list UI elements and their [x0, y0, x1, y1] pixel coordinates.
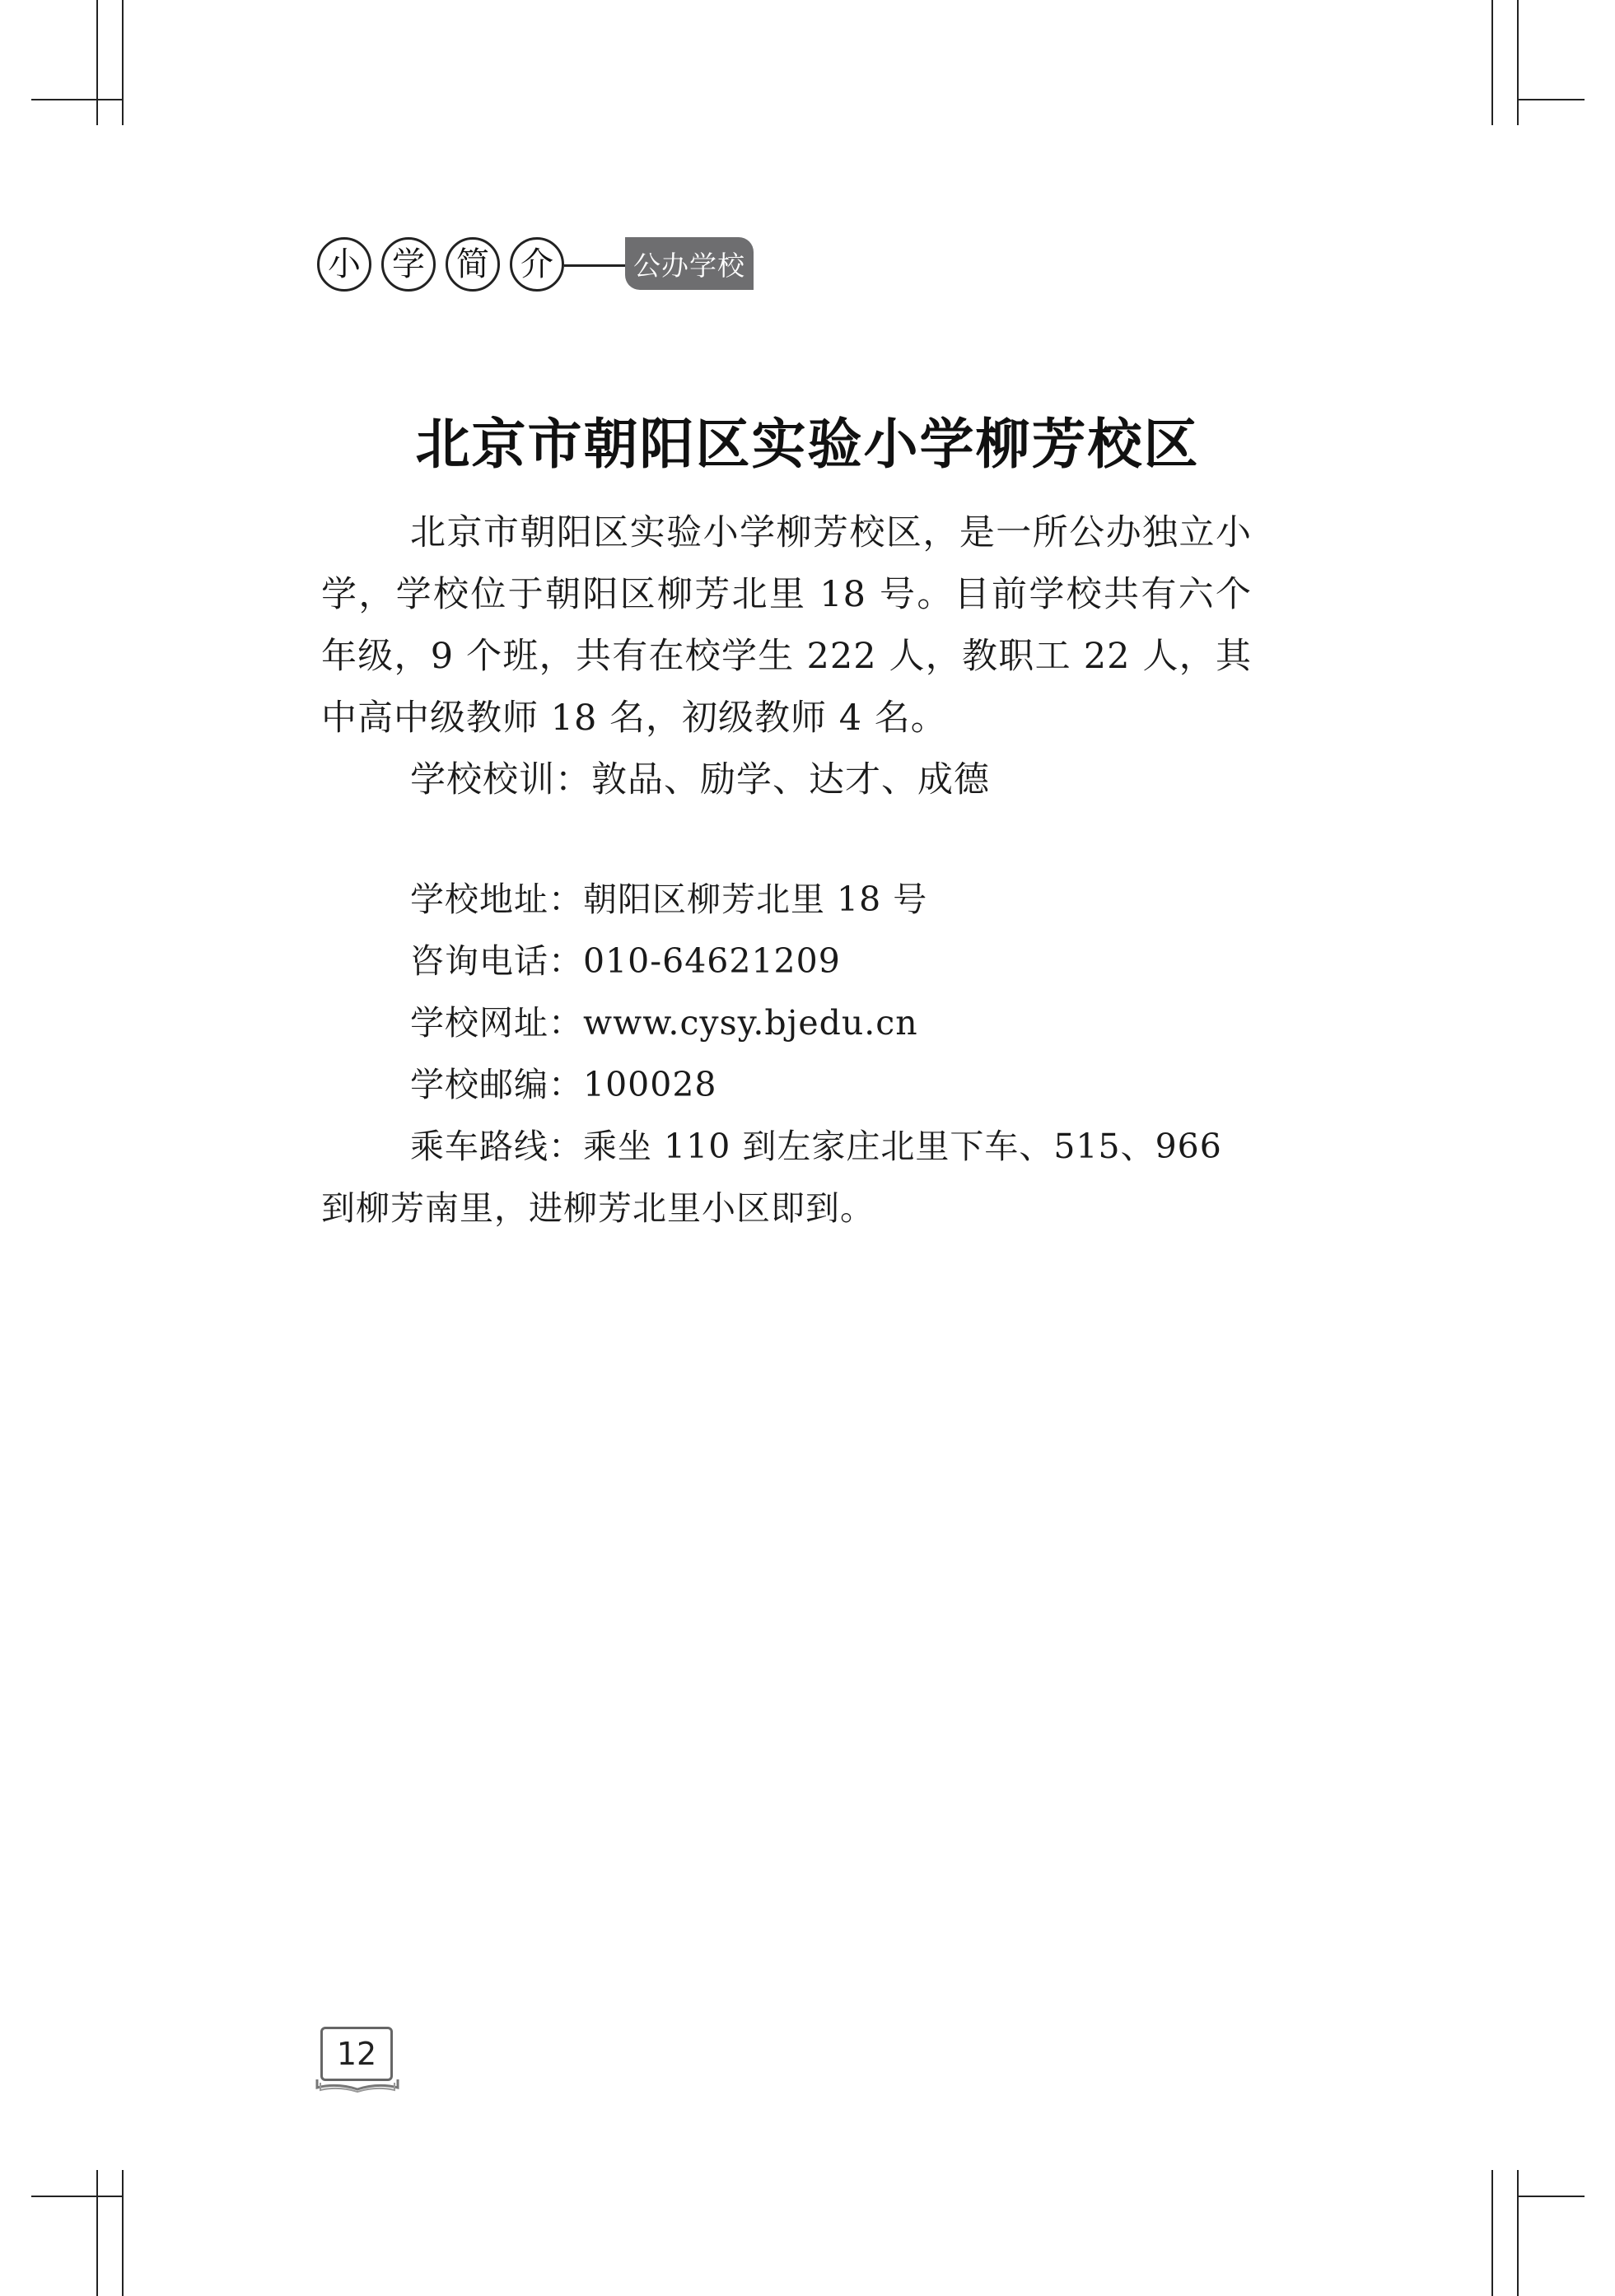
school-website: 学校网址：www.cysy.bjedu.cn [410, 1003, 918, 1043]
page-number [315, 2022, 399, 2096]
article-body [321, 502, 1252, 1239]
bus-route: 乘车路线：乘坐 110 到左家庄北里下车、515、966 到柳芳南里，进柳芳北里小区即到。 [321, 1127, 1222, 1228]
header-connector-line [564, 264, 625, 267]
intro-paragraph: 北京市朝阳区实验小学柳芳校区，是一所公办独立小学，学校位于朝阳区柳芳北里 18 号。目前学校共有六个年级，9 个班，共有在校学生 222 人，教职工 22 人，其中高中级教师 18 名，初级教师 4 名。 [321, 512, 1252, 739]
postal-code: 学校邮编：100028 [410, 1065, 717, 1104]
header-char-circle: 学 [381, 237, 436, 292]
page-title: 北京市朝阳区实验小学柳芳校区 [415, 413, 1200, 476]
school-motto: 学校校训：敦品、励学、达才、成德 [410, 759, 990, 800]
contact-phone: 咨询电话：010-64621209 [410, 941, 841, 981]
school-address: 学校地址：朝阳区柳芳北里 18 号 [410, 880, 928, 919]
header-char-circle: 介 [510, 237, 564, 292]
category-tag: 公办学校 [625, 237, 754, 290]
header-char-circle: 小 [317, 237, 371, 292]
page-number-label: 12 [320, 2027, 393, 2081]
header-char-circle: 简 [446, 237, 500, 292]
section-header [317, 237, 778, 295]
